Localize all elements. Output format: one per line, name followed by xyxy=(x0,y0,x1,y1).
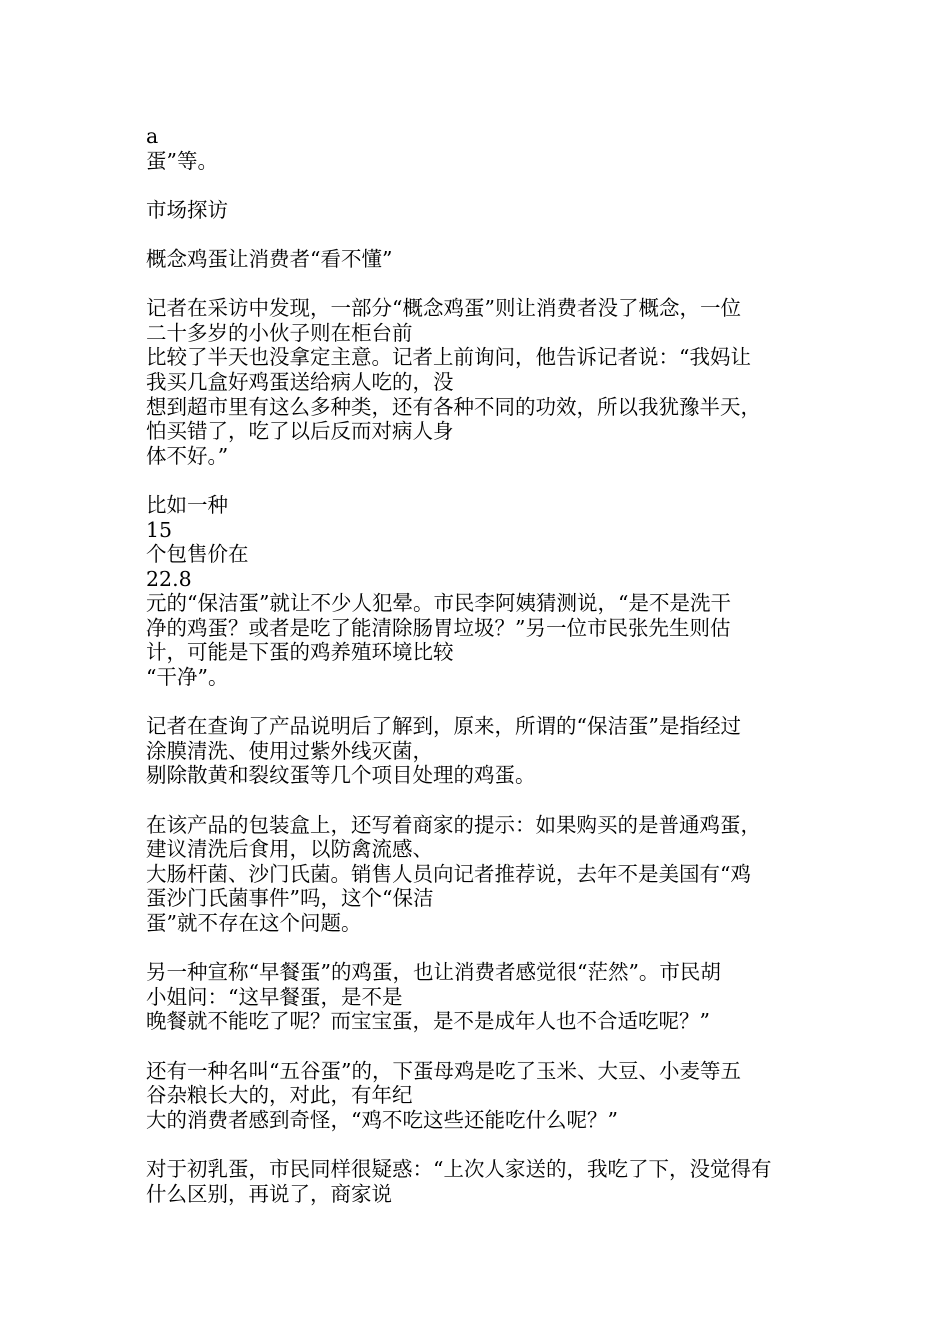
paragraph-spacing xyxy=(146,222,818,247)
text-line: 净的鸡蛋？或者是吃了能清除肠胃垃圾？”另一位市民张先生则估 xyxy=(146,615,731,640)
text-line: 市场探访 xyxy=(146,197,228,222)
text-line: 想到超市里有这么多种类，还有各种不同的功效，所以我犹豫半天， xyxy=(146,394,761,419)
paragraph xyxy=(146,714,818,788)
paragraph xyxy=(146,124,818,173)
paragraph xyxy=(146,813,818,936)
text-line: 在该产品的包装盒上，还写着商家的提示：如果购买的是普通鸡蛋， xyxy=(146,812,761,837)
text-line: 蛋”等。 xyxy=(146,148,218,173)
text-line: 晚餐就不能吃了呢？而宝宝蛋，是不是成年人也不合适吃呢？” xyxy=(146,1009,710,1034)
text-line: 大肠杆菌、沙门氏菌。销售人员向记者推荐说，去年不是美国有“鸡 xyxy=(146,861,751,886)
text-line: 小姐问：“这早餐蛋，是不是 xyxy=(146,984,403,1009)
paragraph xyxy=(146,296,818,468)
paragraph xyxy=(146,198,818,223)
text-line: 还有一种名叫“五谷蛋”的，下蛋母鸡是吃了玉米、大豆、小麦等五 xyxy=(146,1058,741,1083)
text-line: 建议清洗后食用，以防禽流感、 xyxy=(146,837,433,862)
paragraph xyxy=(146,1157,818,1206)
text-line: 我买几盒好鸡蛋送给病人吃的，没 xyxy=(146,369,454,394)
paragraph-spacing xyxy=(146,1034,818,1059)
paragraph xyxy=(146,247,818,272)
paragraph-spacing xyxy=(146,936,818,961)
text-line: a xyxy=(146,124,159,148)
text-line: “干净”。 xyxy=(146,665,229,690)
text-line: 计，可能是下蛋的鸡养殖环境比较 xyxy=(146,640,454,665)
text-line: 22.8 xyxy=(146,566,192,591)
document-page xyxy=(146,124,818,1206)
paragraph-spacing xyxy=(146,690,818,715)
paragraph-spacing xyxy=(146,1132,818,1157)
text-line: 涂膜清洗、使用过紫外线灭菌， xyxy=(146,738,433,763)
text-line: 蛋沙门氏菌事件”吗，这个“保洁 xyxy=(146,886,434,911)
paragraph xyxy=(146,493,818,690)
text-line: 蛋”就不存在这个问题。 xyxy=(146,911,362,935)
text-line: 概念鸡蛋让消费者“看不懂” xyxy=(146,246,393,271)
text-line: 怕买错了，吃了以后反而对病人身 xyxy=(146,419,454,444)
text-line: 体不好。” xyxy=(146,443,229,468)
paragraph-spacing xyxy=(146,468,818,493)
text-line: 比较了半天也没拿定主意。记者上前询问，他告诉记者说：“我妈让 xyxy=(146,345,751,370)
text-line: 记者在采访中发现，一部分“概念鸡蛋”则让消费者没了概念，一位 xyxy=(146,296,741,321)
text-line: 记者在查询了产品说明后了解到，原来，所谓的“保洁蛋”是指经过 xyxy=(146,714,741,739)
text-line: 剔除散黄和裂纹蛋等几个项目处理的鸡蛋。 xyxy=(146,763,536,788)
text-line: 谷杂粮长大的，对此，有年纪 xyxy=(146,1083,413,1108)
paragraph xyxy=(146,1059,818,1133)
text-line: 对于初乳蛋，市民同样很疑惑：“上次人家送的，我吃了下，没觉得有 xyxy=(146,1156,772,1181)
text-line: 比如一种 xyxy=(146,492,228,517)
text-line: 二十多岁的小伙子则在柜台前 xyxy=(146,320,413,345)
text-line: 15 xyxy=(146,517,173,542)
paragraph-spacing xyxy=(146,272,818,297)
text-line: 什么区别，再说了，商家说 xyxy=(146,1181,392,1206)
text-line: 大的消费者感到奇怪，“鸡不吃这些还能吃什么呢？” xyxy=(146,1107,618,1132)
text-line: 另一种宣称“早餐蛋”的鸡蛋，也让消费者感觉很“茫然”。市民胡 xyxy=(146,960,721,985)
paragraph xyxy=(146,960,818,1034)
paragraph-spacing xyxy=(146,788,818,813)
text-line: 元的“保洁蛋”就让不少人犯晕。市民李阿姨猜测说，“是不是洗干 xyxy=(146,591,731,616)
paragraph-spacing xyxy=(146,173,818,198)
text-line: 个包售价在 xyxy=(146,542,249,567)
